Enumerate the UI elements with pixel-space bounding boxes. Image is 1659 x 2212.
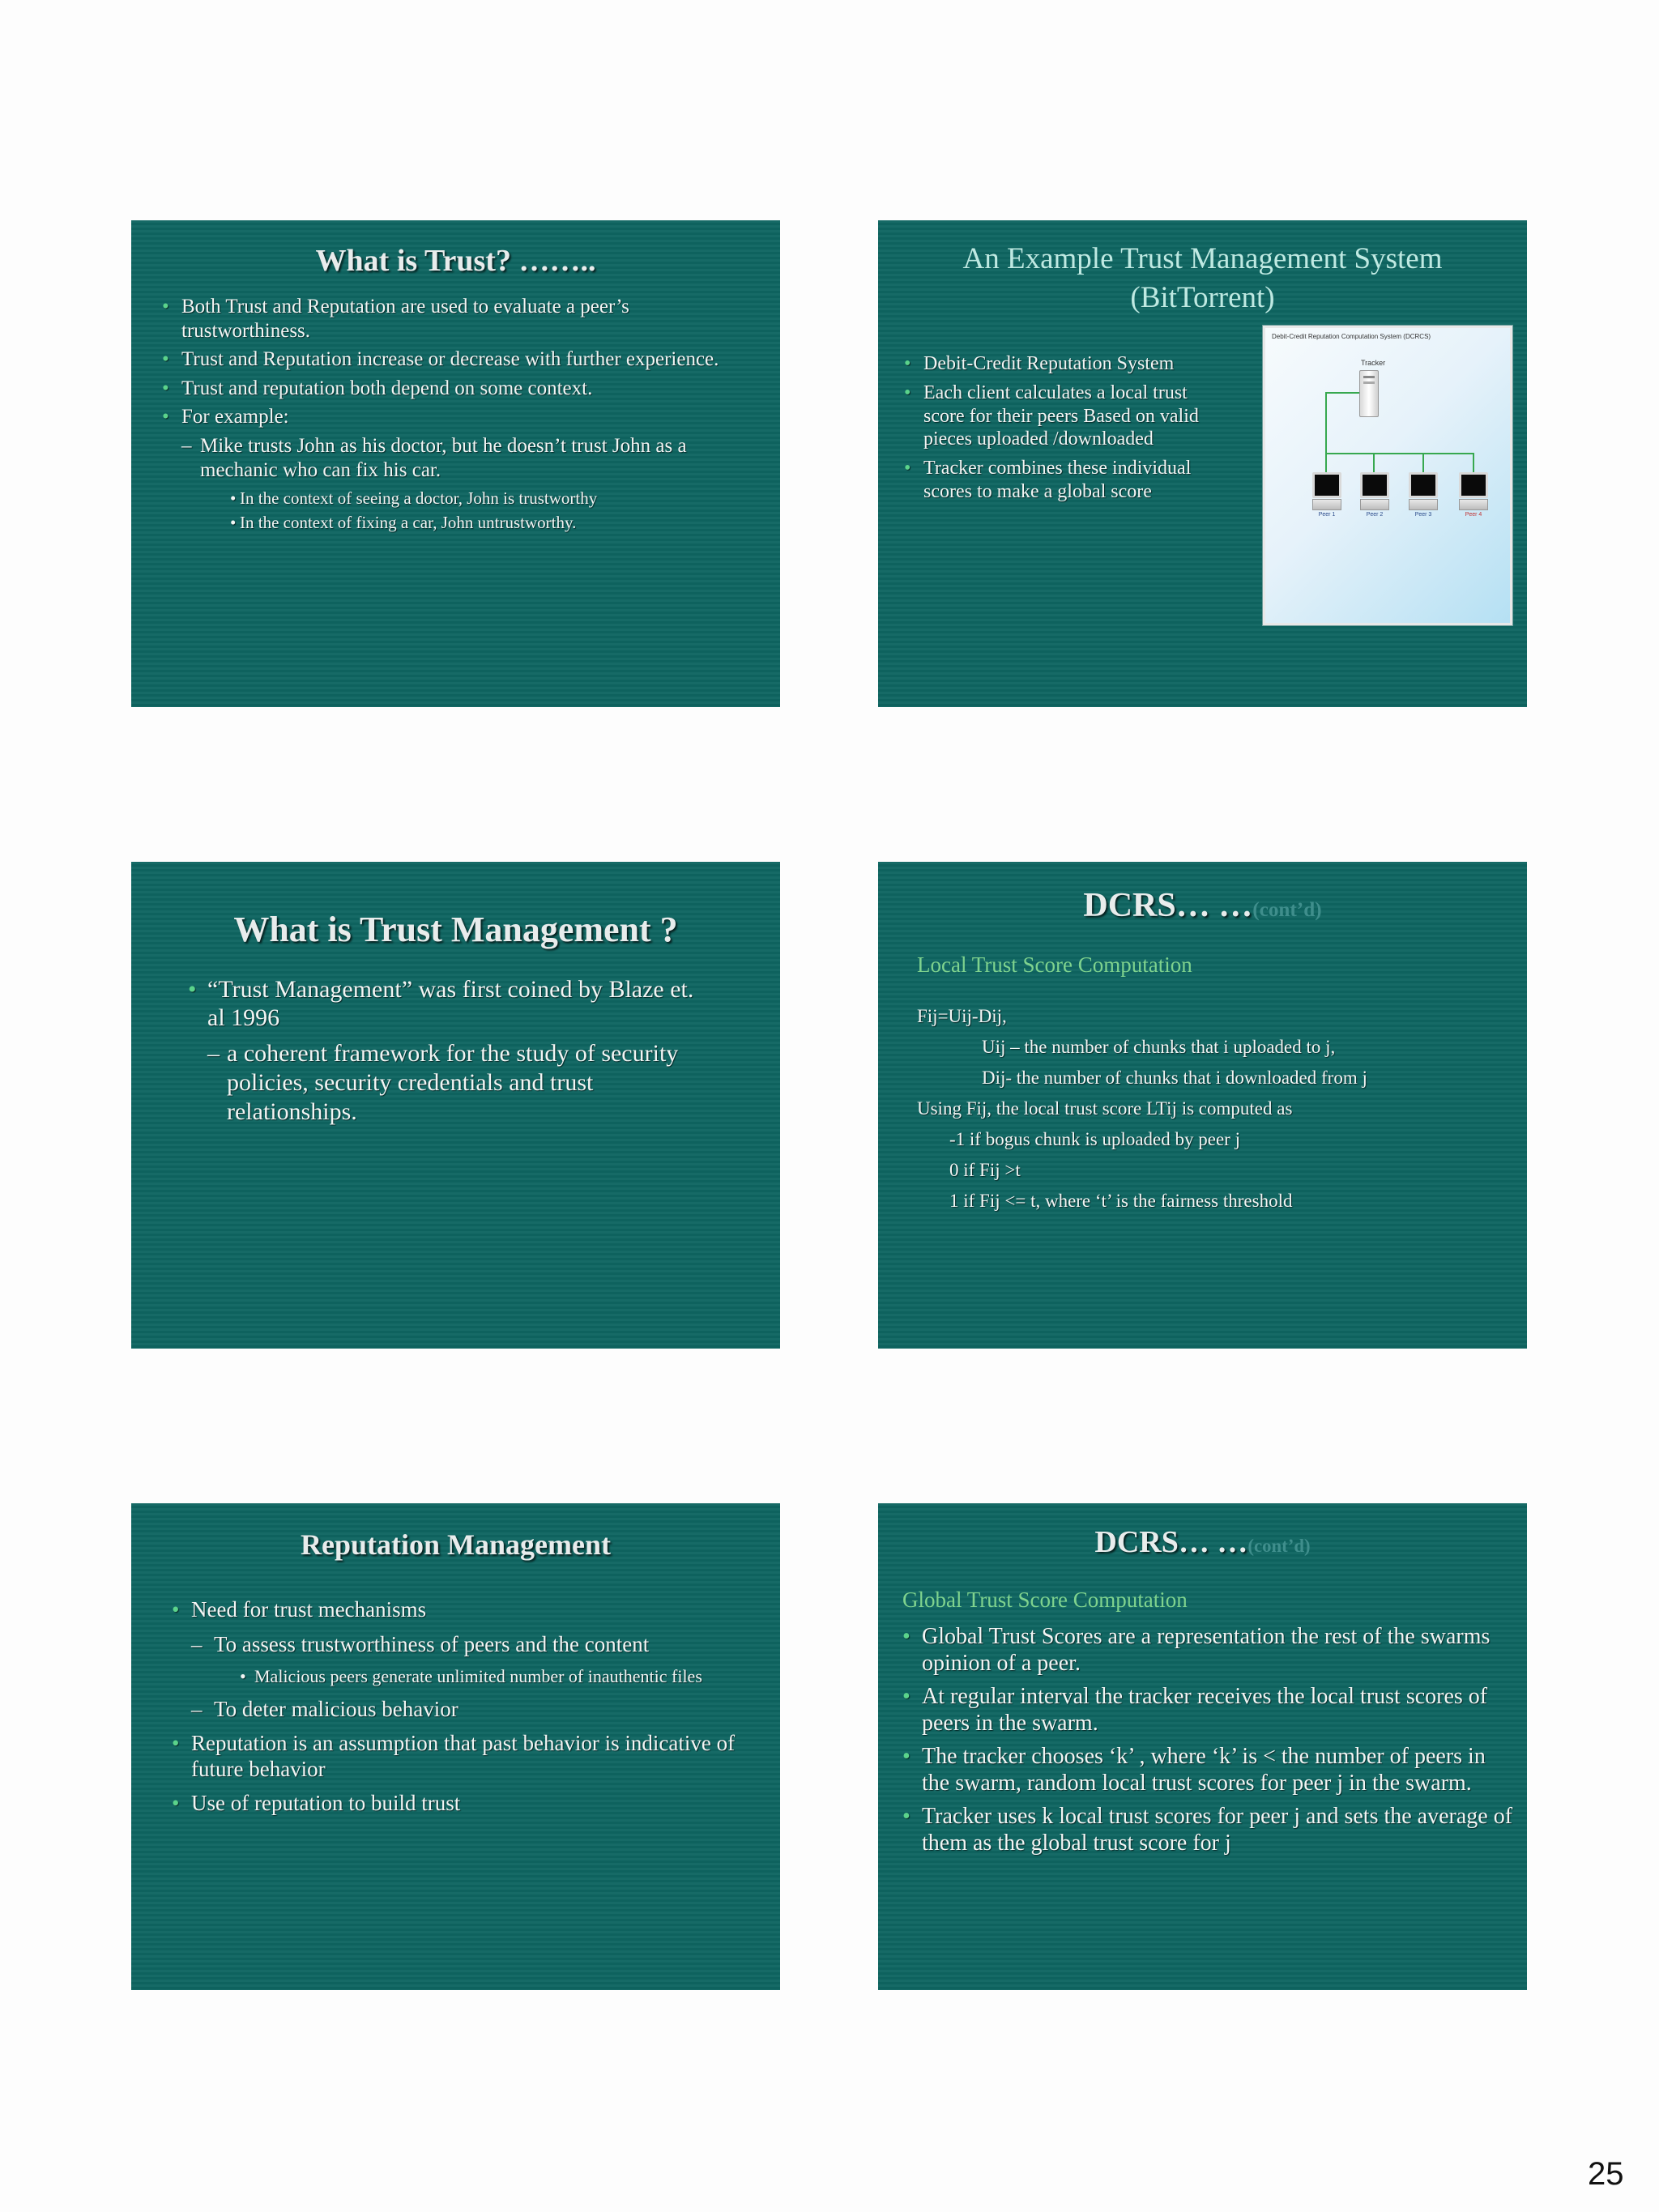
list-item: • Use of reputation to build trust bbox=[168, 1791, 752, 1817]
list-item: • Reputation is an assumption that past behavior is indicative of future behavior bbox=[168, 1731, 752, 1783]
peer-label: Peer 1 bbox=[1318, 512, 1336, 518]
slide-dcrs-local bbox=[878, 862, 1527, 1349]
peer-label: Peer 4 bbox=[1465, 512, 1482, 518]
peer-4 bbox=[1459, 472, 1488, 518]
page-number: 25 bbox=[1588, 2156, 1624, 2192]
formula-line: Using Fij, the local trust score LTij is computed as bbox=[917, 1098, 1293, 1119]
title-line: An Example Trust Management System bbox=[962, 242, 1443, 275]
slide-title: Reputation Management bbox=[301, 1528, 611, 1561]
list-item: • Each client calculates a local trust score for their peers Based on valid pieces uploaded /downloaded bbox=[901, 381, 1233, 450]
list-item: • At regular interval the tracker receives the local trust scores of peers in the swarm. bbox=[899, 1683, 1515, 1737]
list-item: • Need for trust mechanisms bbox=[168, 1597, 752, 1623]
list-item: – To deter malicious behavior bbox=[168, 1696, 752, 1722]
title-suffix: (cont’d) bbox=[1252, 899, 1322, 921]
formula-line: Uij – the number of chunks that i uploaded to j, bbox=[982, 1037, 1336, 1057]
list-item: – To assess trustworthiness of peers and the content bbox=[168, 1631, 752, 1657]
list-item: – Mike trusts John as his doctor, but he doesn’t trust John as a mechanic who can fix his car. bbox=[159, 434, 758, 483]
list-item: • In the context of fixing a car, John untrustworthy. bbox=[159, 512, 758, 534]
slide-what-is-trust bbox=[131, 220, 780, 707]
title-main: DCRS… … bbox=[1094, 1525, 1248, 1559]
section-subtitle: Global Trust Score Computation bbox=[902, 1588, 1188, 1612]
bullet-list bbox=[899, 1623, 1515, 1861]
slide-what-is-trust-management bbox=[131, 862, 780, 1349]
list-item: • Global Trust Scores are a representation the rest of the swarms opinion of a peer. bbox=[899, 1623, 1515, 1677]
peer-1 bbox=[1312, 472, 1341, 518]
list-item: • Trust and Reputation increase or decrease with further experience. bbox=[159, 347, 758, 372]
list-item: • Tracker combines these individual scores to make a global score bbox=[901, 457, 1233, 503]
section-subtitle: Local Trust Score Computation bbox=[917, 953, 1192, 977]
bullet-list bbox=[185, 975, 703, 1132]
slide-title: What is Trust? …….. bbox=[315, 244, 596, 278]
formula-block bbox=[917, 1001, 1516, 1217]
list-item: • Trust and reputation both depend on some context. bbox=[159, 377, 758, 401]
slide-title bbox=[878, 1524, 1527, 1560]
peer-2 bbox=[1360, 472, 1389, 518]
computer-icon bbox=[1360, 472, 1389, 498]
bullet-list bbox=[159, 295, 758, 537]
tracker-label: Tracker bbox=[1361, 359, 1386, 367]
list-item: • Tracker uses k local trust scores for peer j and sets the average of them as the global trust score for j bbox=[899, 1803, 1515, 1856]
slide-example-trust-system bbox=[878, 220, 1527, 707]
slide-title bbox=[878, 886, 1527, 925]
list-item: – a coherent framework for the study of security policies, security credentials and trust relationships. bbox=[185, 1039, 703, 1127]
list-item: • Malicious peers generate unlimited number of inauthentic files bbox=[168, 1665, 752, 1688]
bullet-list bbox=[168, 1597, 752, 1821]
title-suffix: (cont’d) bbox=[1247, 1536, 1311, 1556]
list-item: • Both Trust and Reputation are used to evaluate a peer’s trustworthiness. bbox=[159, 295, 758, 343]
dcrcs-diagram bbox=[1263, 326, 1512, 625]
list-item: • “Trust Management” was first coined by Blaze et. al 1996 bbox=[185, 975, 703, 1033]
formula-line: -1 if bogus chunk is uploaded by peer j bbox=[949, 1129, 1240, 1149]
diagram-title: Debit-Credit Reputation Computation System (DCRCS) bbox=[1272, 333, 1431, 340]
slide-title: What is Trust Management ? bbox=[233, 910, 678, 949]
title-main: DCRS… … bbox=[1083, 887, 1253, 924]
peer-label: Peer 3 bbox=[1414, 512, 1432, 518]
formula-line: Fij=Uij-Dij, bbox=[917, 1006, 1007, 1026]
tracker-server-icon bbox=[1359, 370, 1379, 417]
slide-reputation-management bbox=[131, 1503, 780, 1990]
formula-line: Dij- the number of chunks that i downloaded from j bbox=[982, 1068, 1367, 1088]
slide-title bbox=[878, 240, 1527, 318]
list-item: • Debit-Credit Reputation System bbox=[901, 352, 1233, 375]
computer-icon bbox=[1312, 472, 1341, 498]
title-line: (BitTorrent) bbox=[1130, 281, 1275, 315]
computer-icon bbox=[1459, 472, 1488, 498]
computer-icon bbox=[1409, 472, 1438, 498]
formula-line: 1 if Fij <= t, where ‘t’ is the fairness threshold bbox=[949, 1191, 1293, 1211]
list-item: • For example: bbox=[159, 405, 758, 429]
slide-dcrs-global bbox=[878, 1503, 1527, 1990]
peer-3 bbox=[1409, 472, 1438, 518]
peer-label: Peer 2 bbox=[1366, 512, 1384, 518]
list-item: • In the context of seeing a doctor, John is trustworthy bbox=[159, 488, 758, 509]
bullet-list bbox=[901, 352, 1233, 508]
list-item: • The tracker chooses ‘k’ , where ‘k’ is < the number of peers in the swarm, random local trust scores for peer j in the swarm. bbox=[899, 1743, 1515, 1796]
formula-line: 0 if Fij >t bbox=[949, 1160, 1021, 1180]
